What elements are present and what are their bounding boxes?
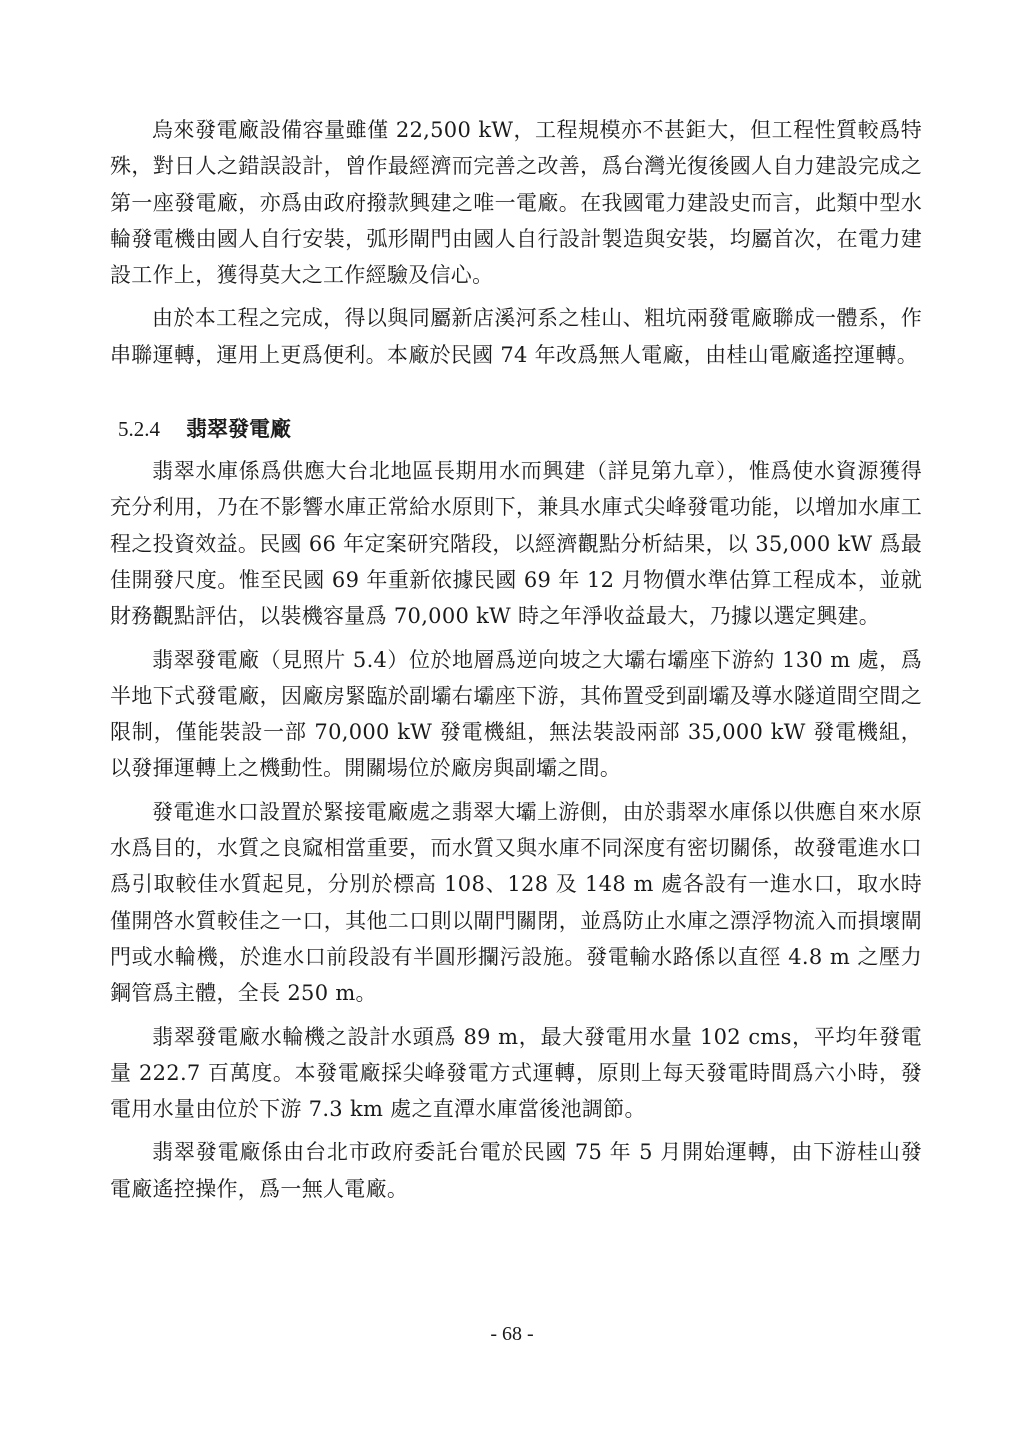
paragraph-feitsui-location: 翡翠發電廠（見照片 5.4）位於地層爲逆向坡之大壩右壩座下游約 130 m 處，爲半地下式發電廠，因廠房緊臨於副壩右壩座下游，其佈置受到副壩及導水隧道間空間之限制，僅能裝設一部 70,000 kW 發電機組，無法裝設兩部 35,000 kW 發電機組，以發揮運轉上之機動性。開關場位於廠房與副壩之間。 [110,647,922,781]
document-page [110,112,922,1207]
paragraph-feitsui-operation: 翡翠發電廠係由台北市政府委託台電於民國 75 年 5 月開始運轉，由下游桂山發電廠遙控操作，爲一無人電廠。 [110,1140,922,1201]
section-number: 5.2.4 [118,417,160,442]
section-title: 翡翠發電廠 [186,417,291,442]
paragraph-feitsui-turbine: 翡翠發電廠水輪機之設計水頭爲 89 m，最大發電用水量 102 cms，平均年發電量 222.7 百萬度。本發電廠採尖峰發電方式運轉，原則上每天發電時間爲六小時，發電用水量由位於下游 7.3 km 處之直潭水庫當後池調節。 [110,1024,922,1122]
paragraph-wulai-operation: 由於本工程之完成，得以與同屬新店溪河系之桂山、粗坑兩發電廠聯成一體系，作串聯運轉，運用上更爲便利。本廠於民國 74 年改爲無人電廠，由桂山電廠遙控運轉。 [110,306,922,367]
paragraph-feitsui-intake: 發電進水口設置於緊接電廠處之翡翠大壩上游側，由於翡翠水庫係以供應自來水原水爲目的，水質之良窳相當重要，而水質又與水庫不同深度有密切關係，故發電進水口爲引取較佳水質起見，分別於標高 108、128 及 148 m 處各設有一進水口，取水時僅開啓水質較佳之一口，其他二口則以閘門關閉，並爲防止水庫之漂浮物流入而損壞閘門或水輪機，於進水口前段設有半圓形攔污設施。發電輸水路係以直徑 4.8 m 之壓力鋼管爲主體，全長 250 m。 [110,799,922,1006]
paragraph-feitsui-purpose: 翡翠水庫係爲供應大台北地區長期用水而興建（詳見第九章），惟爲使水資源獲得充分利用，乃在不影響水庫正常給水原則下，兼具水庫式尖峰發電功能，以增加水庫工程之投資效益。民國 66 年定案研究階段，以經濟觀點分析結果，以 35,000 kW 爲最佳開發尺度。惟至民國 69 年重新依據民國 69 年 12 月物價水準估算工程成本，並就財務觀點評估，以裝機容量爲 70,000 kW 時之年淨收益最大，乃據以選定興建。 [110,459,922,629]
page-number: - 68 - [490,1323,534,1345]
section-heading [118,411,922,447]
paragraph-wulai-significance: 烏來發電廠設備容量雖僅 22,500 kW，工程規模亦不甚鉅大，但工程性質較爲特殊，對日人之錯誤設計，曾作最經濟而完善之改善，爲台灣光復後國人自力建設完成之第一座發電廠，亦爲由政府撥款興建之唯一電廠。在我國電力建設史而言，此類中型水輪發電機由國人自行安裝，弧形閘門由國人自行設計製造與安裝，均屬首次，在電力建設工作上，獲得莫大之工作經驗及信心。 [110,118,922,288]
